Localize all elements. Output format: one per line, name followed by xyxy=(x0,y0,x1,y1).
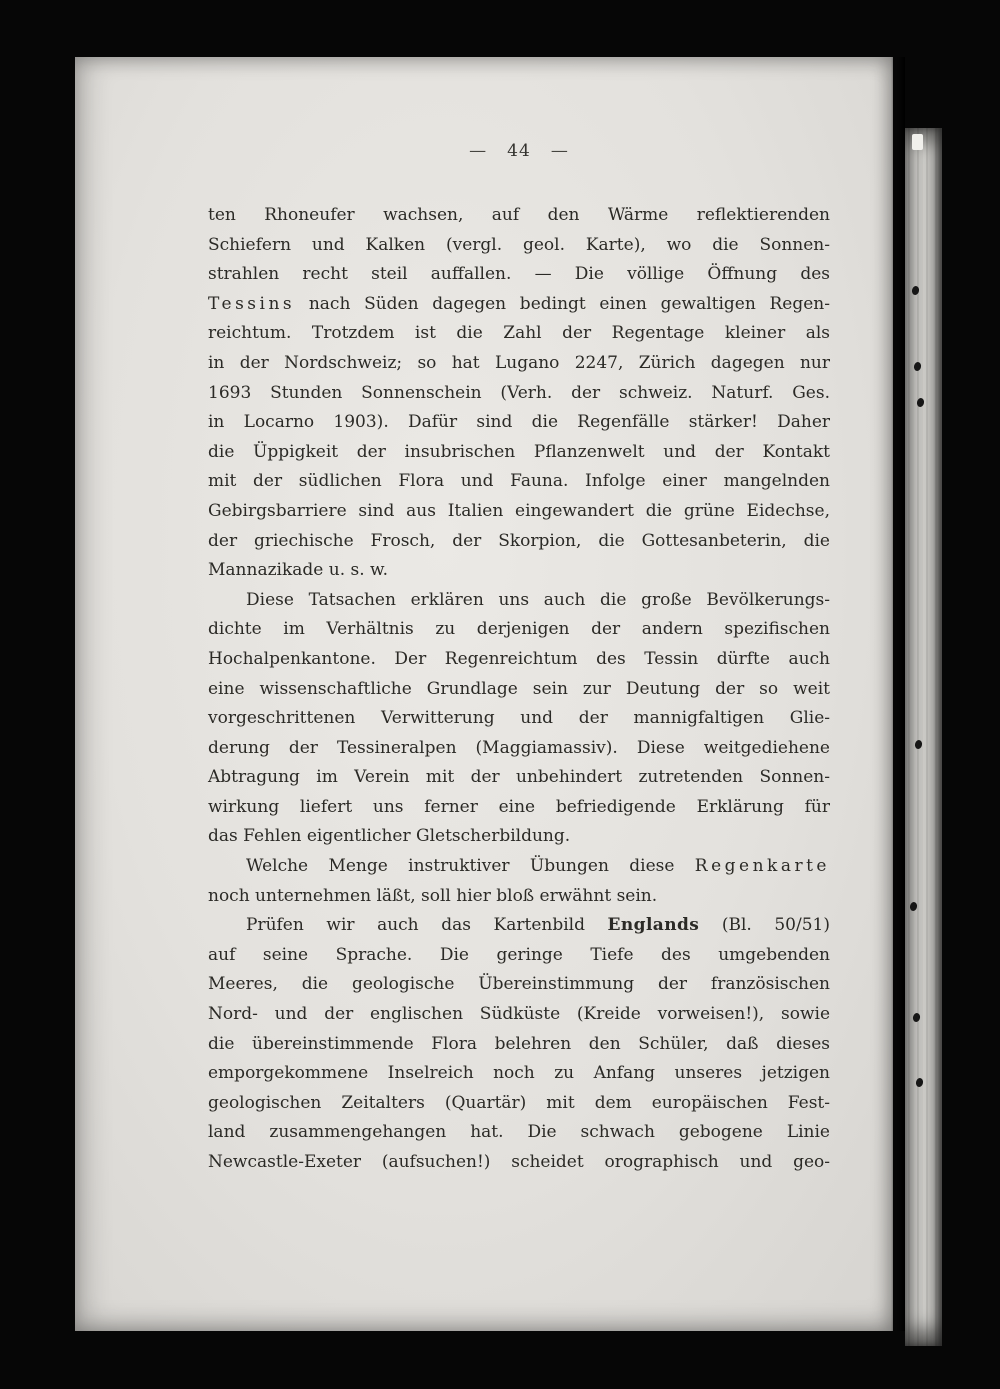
body-text: mit der südlichen Flora und Fauna. Infolge einer mangelnden xyxy=(208,471,830,492)
text-line xyxy=(208,1059,830,1089)
body-text: vorgeschrittenen Verwitterung und der mannigfaltigen Glie- xyxy=(208,708,830,729)
body-text: Abtragung im Verein mit der unbehindert zutretenden Sonnen- xyxy=(208,767,830,788)
page-edge-notch xyxy=(912,134,923,150)
body-text: die übereinstimmende Flora belehren den Schüler, daß dieses xyxy=(208,1033,830,1054)
body-text: in Locarno 1903). Dafür sind die Regenfälle stärker! Daher xyxy=(208,412,830,433)
page-edge-strip xyxy=(905,128,942,1346)
text-line xyxy=(208,527,830,557)
body-text: auf seine Sprache. Die geringe Tiefe des umgebenden xyxy=(208,944,830,965)
body-text: reichtum. Trotzdem ist die Zahl der Regentage kleiner als xyxy=(208,323,830,344)
body-text: derung der Tessineralpen (Maggiamassiv). Diese weitgediehene xyxy=(208,737,830,758)
text-line xyxy=(208,822,830,852)
body-text: der griechische Frosch, der Skorpion, die Gottesanbeterin, die xyxy=(208,530,830,551)
body-text: eine wissenschaftliche Grundlage sein zur Deutung der so weit xyxy=(208,678,830,699)
text-line xyxy=(208,704,830,734)
text-line xyxy=(208,408,830,438)
text-line xyxy=(208,586,830,616)
text-line xyxy=(208,852,830,882)
body-text: Mannazikade u. s. w. xyxy=(208,560,388,581)
book-page xyxy=(75,57,893,1331)
body-text: in der Nordschweiz; so hat Lugano 2247, Zürich dagegen nur xyxy=(208,352,830,373)
text-line xyxy=(208,970,830,1000)
body-text: Schiefern und Kalken (vergl. geol. Karte), wo die Sonnen- xyxy=(208,234,830,255)
text-line xyxy=(208,1148,830,1178)
body-text: die Üppigkeit der insubrischen Pflanzenwelt und der Kontakt xyxy=(208,441,830,462)
text-line xyxy=(208,1030,830,1060)
text-line xyxy=(208,793,830,823)
page-number xyxy=(208,141,830,161)
page-number-value: 44 xyxy=(507,141,531,161)
text-line xyxy=(208,675,830,705)
text-line xyxy=(208,290,830,320)
emphasis-bold-text: Englands xyxy=(607,915,700,936)
body-text: Meeres, die geologische Übereinstimmung der französischen xyxy=(208,974,830,995)
text-line xyxy=(208,941,830,971)
text-line xyxy=(208,319,830,349)
text-line xyxy=(208,615,830,645)
emphasis-spaced-text: Tessins xyxy=(208,293,296,314)
text-line xyxy=(208,467,830,497)
text-line xyxy=(208,1118,830,1148)
page-number-dash-left: — xyxy=(469,141,488,161)
text-line xyxy=(208,911,830,941)
body-text: wirkung liefert uns ferner eine befriedigende Erklärung für xyxy=(208,796,830,817)
text-line xyxy=(208,438,830,468)
text-line xyxy=(208,734,830,764)
text-block xyxy=(208,201,830,1178)
body-text: (Bl. 50/51) xyxy=(699,915,830,936)
body-text: strahlen recht steil auffallen. — Die völlige Öffnung des xyxy=(208,264,830,285)
body-text: land zusammengehangen hat. Die schwach gebogene Linie xyxy=(208,1122,830,1143)
text-line xyxy=(208,201,830,231)
body-text: ten Rhoneufer wachsen, auf den Wärme reflektierenden xyxy=(208,205,830,225)
body-text: geologischen Zeitalters (Quartär) mit dem europäischen Fest- xyxy=(208,1092,830,1113)
emphasis-spaced-text: Regenkarte xyxy=(694,856,830,877)
text-line xyxy=(208,763,830,793)
body-text: das Fehlen eigentlicher Gletscherbildung. xyxy=(208,826,571,847)
text-line xyxy=(208,645,830,675)
body-text: emporgekommene Inselreich noch zu Anfang unseres jetzigen xyxy=(208,1063,830,1084)
body-text: Nord- und der englischen Südküste (Kreide vorweisen!), sowie xyxy=(208,1004,830,1025)
body-text: Prüfen wir auch das Kartenbild xyxy=(246,915,608,936)
text-line xyxy=(208,882,830,912)
body-text: nach Süden dagegen bedingt einen gewaltigen Regen- xyxy=(295,293,830,314)
text-line xyxy=(208,349,830,379)
body-text: Diese Tatsachen erklären uns auch die große Bevölkerungs- xyxy=(246,589,830,610)
body-text: dichte im Verhältnis zu derjenigen der andern spezifischen xyxy=(208,619,830,640)
text-line xyxy=(208,1089,830,1119)
body-text: noch unternehmen läßt, soll hier bloß erwähnt sein. xyxy=(208,885,658,906)
text-line xyxy=(208,379,830,409)
text-line xyxy=(208,260,830,290)
gutter-shadow xyxy=(891,57,905,1331)
page-number-dash-right: — xyxy=(550,141,569,161)
text-line xyxy=(208,556,830,586)
text-line xyxy=(208,231,830,261)
text-line xyxy=(208,497,830,527)
body-text: Hochalpenkantone. Der Regenreichtum des Tessin dürfte auch xyxy=(208,648,830,669)
body-text: Newcastle-Exeter (aufsuchen!) scheidet orographisch und geo- xyxy=(208,1152,830,1172)
text-line xyxy=(208,1000,830,1030)
body-text: Welche Menge instruktiver Übungen diese xyxy=(246,856,695,877)
body-text: 1693 Stunden Sonnenschein (Verh. der schweiz. Naturf. Ges. xyxy=(208,382,830,403)
body-text: Gebirgsbarriere sind aus Italien eingewandert die grüne Eidechse, xyxy=(208,500,830,521)
